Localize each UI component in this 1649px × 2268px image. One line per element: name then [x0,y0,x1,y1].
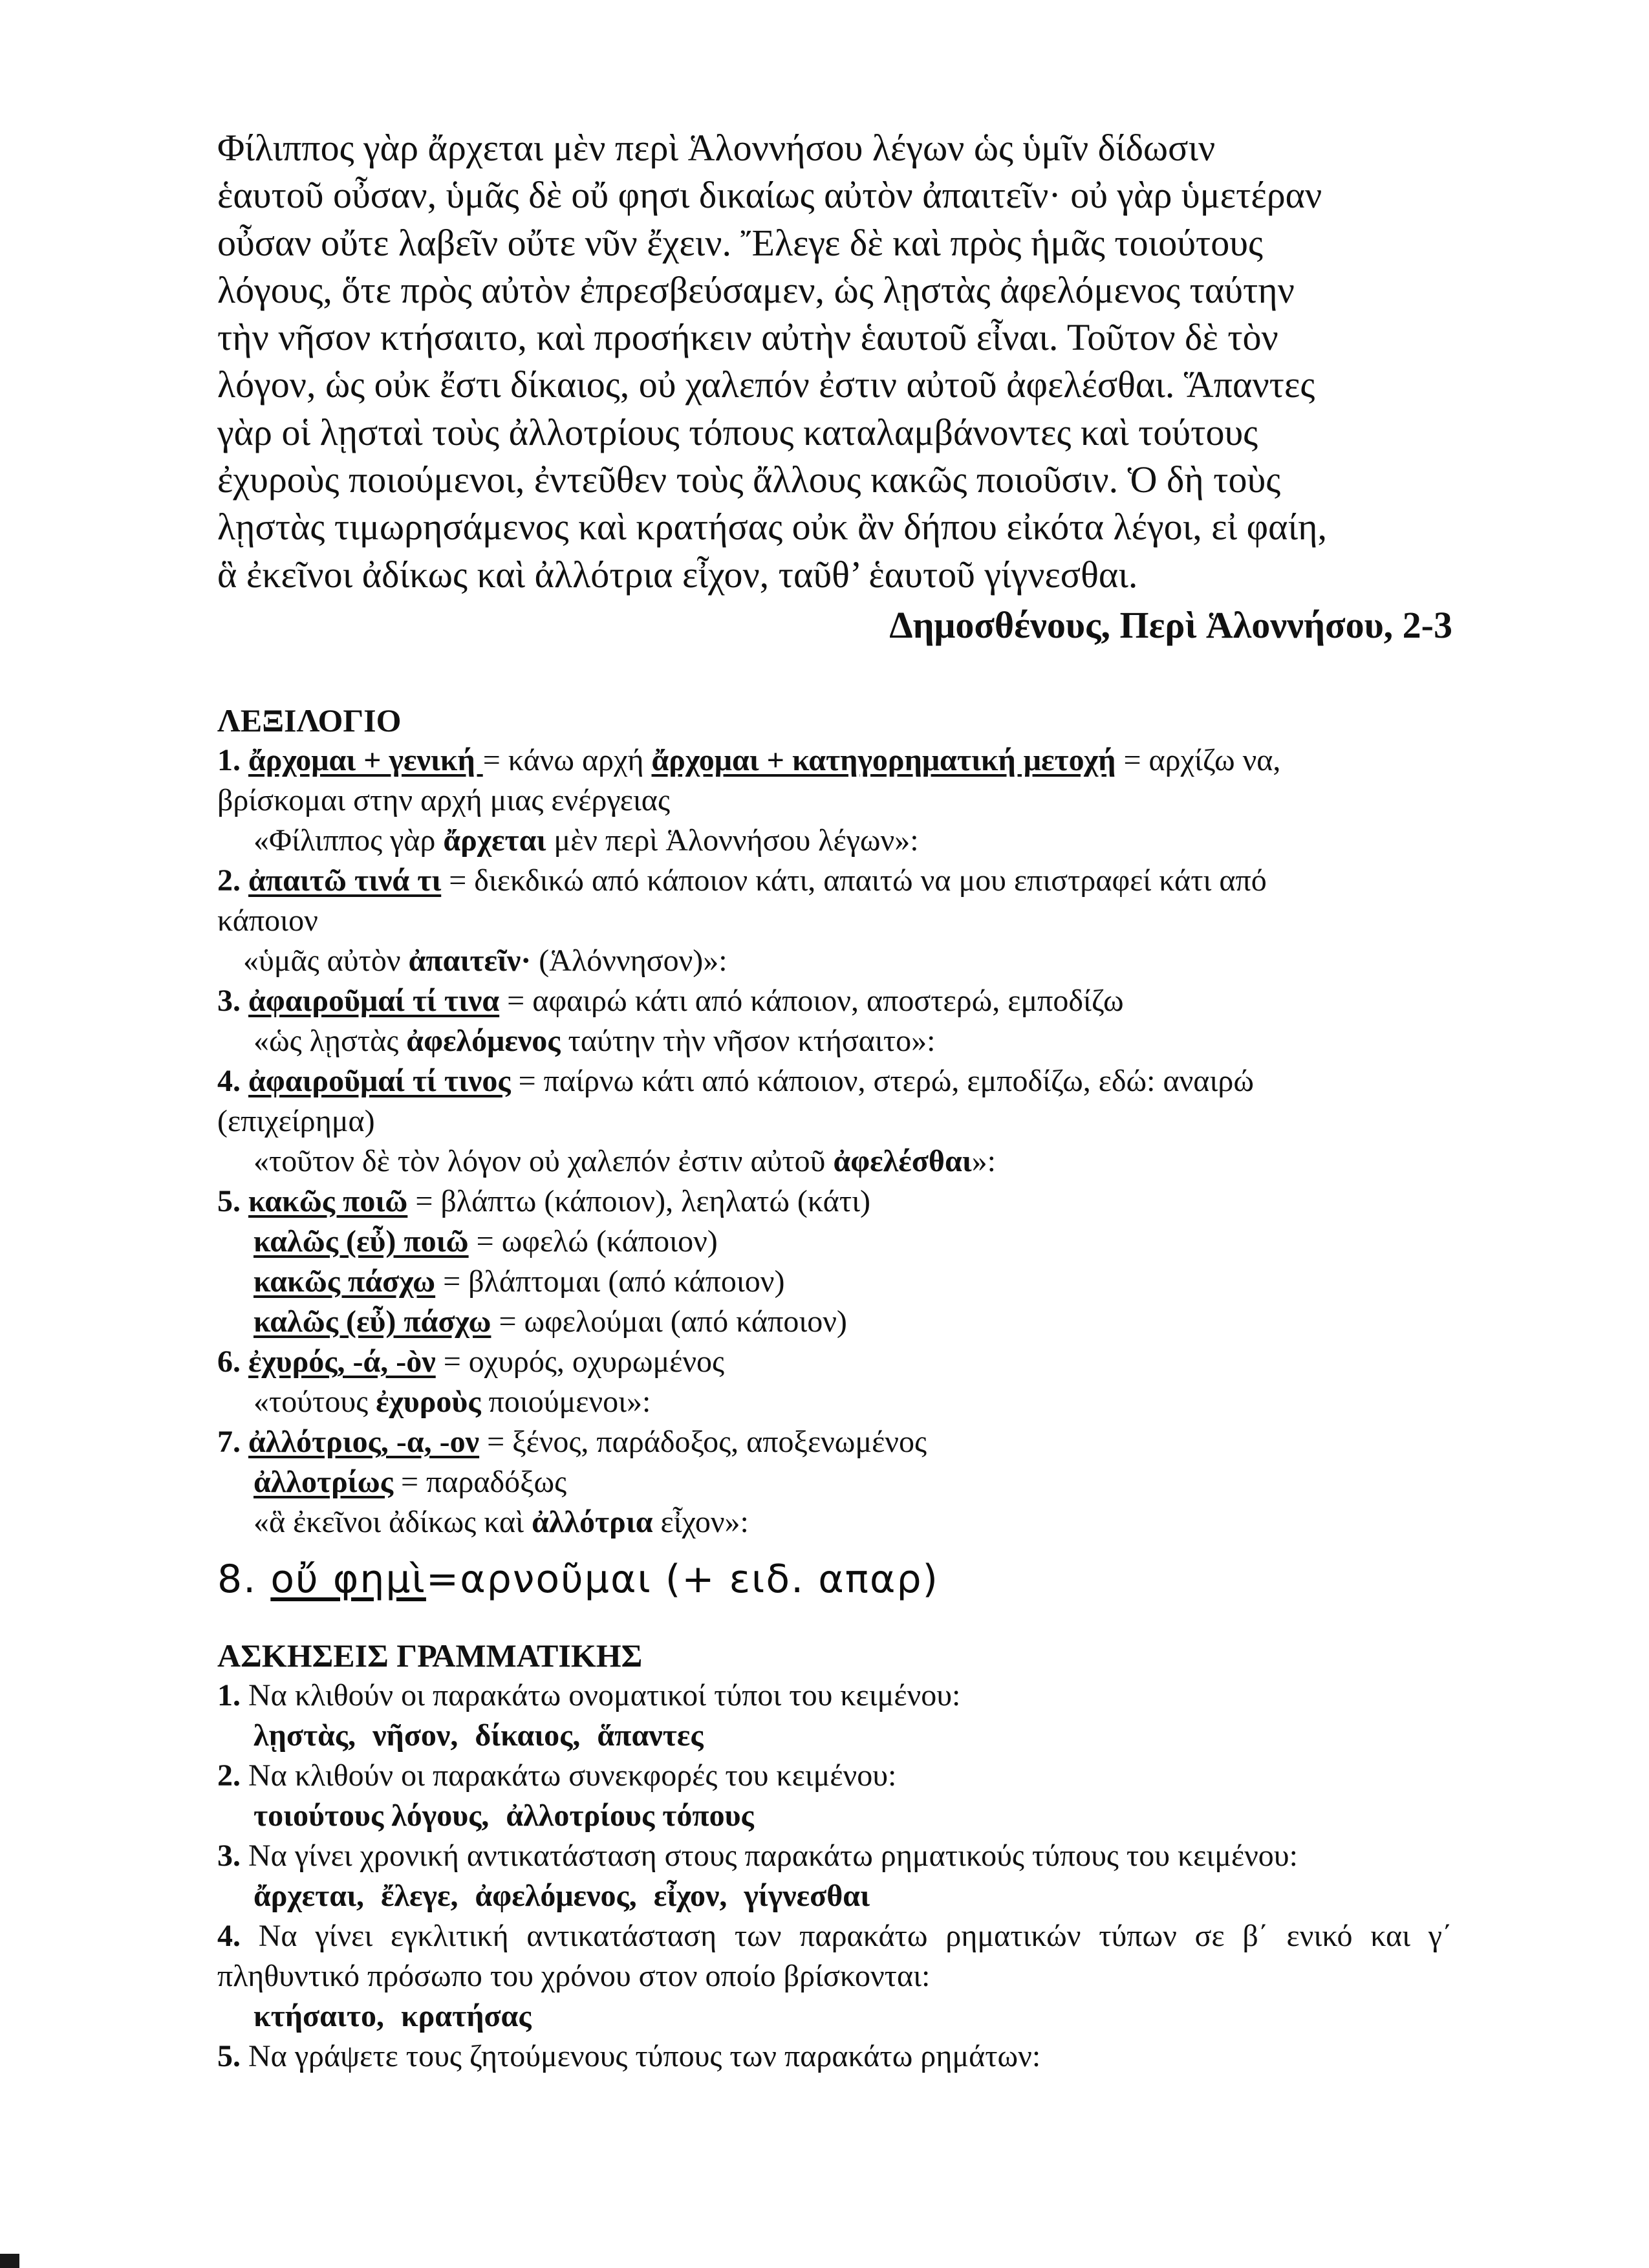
exercise-word: ἄρχεται, [253,1878,364,1913]
example-text: εἶχον»: [652,1504,749,1539]
exercise-words [217,1876,1452,1916]
entry-subheadword: κακῶς πάσχω [253,1264,436,1299]
passage-line: ἃ ἐκεῖνοι ἀδίκως καὶ ἀλλότρια εἶχον, ταῦθ’ ἑαυτοῦ γίγνεσθαι. [217,553,1138,596]
entry-definition-continued: βρίσκομαι στην αρχή μιας ενέργειας [217,783,670,817]
exercise-prompt: Να γίνει χρονική αντικατάσταση στους παρακάτω ρηματικούς τύπους του κειμένου: [241,1838,1298,1873]
exercise-2 [217,1756,1452,1836]
example-text: «ὑμᾶς αὐτὸν [243,943,409,978]
entry-number: 2. [217,863,241,898]
example-text: »: [971,1143,996,1178]
entry-headword: ἐχυρός, -ά, -òν [248,1344,436,1379]
exercise-word: ἀλλοτρίους τόπους [506,1798,754,1833]
entry-subheadword: ἀλλοτρίως [253,1464,393,1499]
entry-example [217,1382,1452,1422]
exercise-prompt: Να γράψετε τους ζητούμενους τύπους των παρακάτω ρημάτων: [241,2038,1041,2073]
passage-line: τὴν νῆσον κτήσαιτο, καὶ προσήκειν αὐτὴν ἑαυτοῦ εἶναι. Τοῦτον δὲ τὸν [217,316,1278,359]
exercise-word: ἔλεγε, [380,1878,458,1913]
example-keyword: ἐχυροὺς [376,1384,481,1419]
entry-number: 6. [217,1344,241,1379]
entry-example [217,821,1452,861]
exercise-word: νῆσον, [372,1718,458,1753]
exercise-number: 1. [217,1678,241,1712]
entry-definition: =αρνοῦμαι (+ ειδ. απαρ) [426,1556,939,1602]
glossary-entry-8-handwritten [217,1548,1452,1611]
glossary-entry-5 [217,1182,1452,1342]
example-text: «τούτους [253,1384,376,1419]
exercise-word: λῃστὰς, [253,1718,356,1753]
grammar-title: ΑΣΚΗΣΕΙΣ ΓΡΑΜΜΑΤΙΚΗΣ [217,1637,643,1674]
exercise-words [217,1796,1452,1836]
entry-definition: = ξένος, παράδοξος, αποξενωμένος [479,1424,927,1459]
entry-number: 1. [217,742,241,777]
glossary [217,740,1452,1611]
passage-line: ἐχυροὺς ποιούμενοι, ἐντεῦθεν τοὺς ἄλλους κακῶς ποιοῦσιν. Ὁ δὴ τοὺς [217,459,1281,501]
entry-headword: ἄρχομαι + κατηγορηματική μετοχή [651,742,1116,777]
passage-line: Φίλιππος γὰρ ἄρχεται μὲν περὶ Ἁλοννήσου λέγων ὡς ὑμῖν δίδωσιν [217,127,1216,169]
entry-number: 5. [217,1183,241,1218]
example-text: «Φίλιππος γὰρ [253,823,444,858]
passage-line: γὰρ οἱ λῃσταὶ τοὺς ἀλλοτρίους τόπους καταλαμβάνοντες καὶ τούτους [217,411,1258,453]
entry-definition: = ωφελούμαι (από κάποιον) [491,1304,847,1339]
entry-subheadword: καλῶς (εὖ) ποιῶ [253,1224,469,1258]
entry-headword: κακῶς ποιῶ [248,1183,408,1218]
glossary-entry-2 [217,861,1452,981]
exercise-word: εἶχον, [653,1878,727,1913]
glossary-entry-4 [217,1061,1452,1182]
exercise-word: κρατήσας [400,1998,532,2033]
entry-definition: = αρχίζω να, [1116,742,1281,777]
passage-line: λόγον, ὡς οὐκ ἔστι δίκαιος, οὐ χαλεπόν ἐστιν αὐτοῦ ἀφελέσθαι. Ἅπαντες [217,363,1315,406]
exercise-word: ἅπαντες [597,1718,704,1753]
exercise-3 [217,1836,1452,1916]
example-keyword: ἀφελέσθαι [833,1143,972,1178]
exercise-prompt: Να κλιθούν οι παρακάτω συνεκφορές του κειμένου: [241,1758,897,1793]
entry-subheadword: καλῶς (εὖ) πάσχω [253,1304,491,1339]
entry-definition: = παραδόξως [393,1464,567,1499]
exercise-number: 4. [217,1918,241,1953]
glossary-entry-7 [217,1422,1452,1542]
example-keyword: ἀπαιτεῖν· [408,943,532,978]
exercise-words [217,1716,1452,1756]
glossary-entry-3 [217,981,1452,1061]
glossary-title: ΛΕΞΙΛΟΓΙΟ [217,702,402,739]
entry-definition: = αφαιρώ κάτι από κάποιον, αποστερώ, εμποδίζω [499,983,1124,1018]
exercise-1 [217,1676,1452,1756]
exercise-5 [217,2036,1452,2077]
entry-number: 3. [217,983,241,1018]
exercise-number: 3. [217,1838,241,1873]
entry-example [217,1141,1452,1182]
entry-example [217,1502,1452,1542]
entry-headword: ἀφαιροῦμαί τί τινος [248,1063,511,1098]
entry-number: 7. [217,1424,241,1459]
glossary-entry-6 [217,1342,1452,1422]
exercise-number: 5. [217,2038,241,2073]
entry-headword: ἀφαιροῦμαί τί τινα [248,983,500,1018]
greek-passage [217,124,1452,598]
entry-definition-continued: κάποιον [217,903,318,938]
exercise-words [217,1996,1452,2036]
exercise-4 [217,1916,1452,2036]
exercise-prompt: Να κλιθούν οι παρακάτω ονοματικοί τύποι του κειμένου: [241,1678,961,1712]
entry-definition: = βλάπτομαι (από κάποιον) [435,1264,785,1299]
example-text: «τοῦτον δὲ τὸν λόγον οὐ χαλεπόν ἐστιν αὐτοῦ [253,1143,834,1178]
entry-definition-continued: (επιχείρημα) [217,1103,375,1138]
scan-corner-mark [0,2254,19,2268]
example-text: (Ἁλόννησον)»: [531,943,727,978]
entry-headword: ἀλλότριος, -α, -ον [248,1424,480,1459]
entry-definition: = παίρνω κάτι από κάποιον, στερώ, εμποδίζω, εδώ: αναιρώ [510,1063,1254,1098]
example-text: ποιούμενοι»: [480,1384,651,1419]
exercise-number: 2. [217,1758,241,1793]
exercise-prompt: Να γίνει εγκλιτική αντικατάσταση των παρακάτω ρηματικών τύπων σε β΄ ενικό και γ΄ πληθυντικό πρόσωπο του χρόνου στον οποίο βρίσκονται: [217,1918,1452,1993]
exercise-word: ἀφελόμενος, [475,1878,637,1913]
entry-headword: ἄρχομαι + γενική [248,742,483,777]
entry-definition: = κάνω αρχή [482,742,652,777]
entry-definition: = βλάπτω (κάποιον), λεηλατώ (κάτι) [407,1183,870,1218]
entry-definition: = ωφελώ (κάποιον) [468,1224,718,1258]
passage-line: λῃστὰς τιμωρησάμενος καὶ κρατήσας οὐκ ἂν δήπου εἰκότα λέγοι, εἰ φαίη, [217,506,1327,548]
example-text: «ὡς λῃστὰς [253,1023,407,1058]
passage-line: λόγους, ὅτε πρὸς αὐτὸν ἐπρεσβεύσαμεν, ὡς λῃστὰς ἀφελόμενος ταύτην [217,268,1295,311]
example-text: μὲν περὶ Ἁλοννήσου λέγων»: [546,823,919,858]
example-keyword: ἄρχεται [443,823,546,858]
entry-definition: = διεκδικώ από κάποιον κάτι, απαιτώ να μου επιστραφεί κάτι από [441,863,1267,898]
entry-definition: = οχυρός, οχυρωμένος [435,1344,725,1379]
example-text: «ἃ ἐκεῖνοι ἀδίκως καὶ [253,1504,532,1539]
entry-number: 4. [217,1063,241,1098]
passage-line: ἑαυτοῦ οὖσαν, ὑμᾶς δὲ οὔ φησι δικαίως αὐτὸν ἀπαιτεῖν· οὐ γὰρ ὑμετέραν [217,174,1322,217]
exercise-word: κτήσαιτο, [253,1998,384,2033]
exercise-word: γίγνεσθαι [744,1878,870,1913]
entry-example [217,1021,1452,1061]
entry-example [217,941,1452,981]
passage-line: οὖσαν οὔτε λαβεῖν οὔτε νῦν ἔχειν. Ἔλεγε δὲ καὶ πρὸς ἡμᾶς τοιούτους [217,221,1263,264]
example-keyword: ἀλλότρια [532,1504,653,1539]
exercise-word: δίκαιος, [475,1718,581,1753]
entry-headword: οὔ φημὶ [270,1556,426,1602]
page-content [217,124,1452,2077]
entry-headword: ἀπαιτῶ τινά τι [248,863,442,898]
glossary-entry-1 [217,740,1452,861]
grammar-exercises [217,1676,1452,2077]
passage-source: Δημοσθένους, Περὶ Ἁλοννήσου, 2-3 [889,603,1452,646]
example-keyword: ἀφελόμενος [406,1023,561,1058]
example-text: ταύτην τὴν νῆσον κτήσαιτο»: [560,1023,936,1058]
entry-number: 8. [217,1556,257,1602]
exercise-word: τοιούτους λόγους, [253,1798,490,1833]
